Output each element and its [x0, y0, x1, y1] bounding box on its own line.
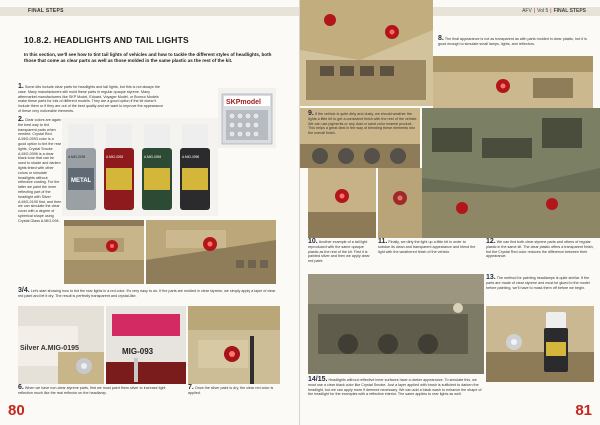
- paint-bottles-photo: [62, 118, 218, 216]
- intro-text: In this section, we'll see how to tint tail lights of vehicles and how to tackle the different styles of headlights, both those that come as clear parts as well as those molded in the same plastic as the rest of the kit.: [24, 52, 272, 64]
- page-number-right: 81: [575, 402, 592, 419]
- svg-text:A.MIG-0195: A.MIG-0195: [68, 155, 86, 159]
- step-1-caption: 1.Some kits include clear parts for headlights and tail lights, but this is not always the case. Many manufacturers still mold these parts in regular opaque styrene. Many aftermarket manufacturers like SKP Model, Eduard, Voyager Model, or Bronco Models make these parts for lots of different models. They are a good option if the kit doesn't include them or if they are out of the best quality and we want to improve the appearance of these very noticeable elements.: [18, 83, 164, 113]
- bottle-crystal-green: [142, 124, 172, 210]
- step-12-caption: 12.We can find both clear styrene parts and others of regular plastic in the same kit. The clear plastic offers a transparent finish, but the Crystal Red color reduces the difference between their appearance.: [486, 238, 594, 259]
- tail-light-photo-11: [378, 168, 422, 238]
- page-number-left: 80: [8, 402, 25, 419]
- step-7-caption: 7.Once the silver paint is dry, the clear red color is applied.: [188, 384, 274, 395]
- skp-package-photo: [218, 88, 276, 148]
- silver-paint-photo: [18, 306, 104, 384]
- tank-rear-photo-8: [300, 0, 433, 106]
- tail-light-photo-10: [308, 168, 376, 238]
- package-brand-text: SKPmodel: [226, 99, 262, 106]
- bottle-crystal-smoke: [180, 124, 210, 210]
- step-6-caption: 6.When we have non-clear styrene parts, first we must paint them silver to increase light reflection much like the real reflector on the headlamp.: [18, 384, 166, 395]
- headlight-bottle-photo: [486, 306, 594, 382]
- step-14-15-caption: 14/15.Headlights without reflective inner surfaces have a darker appearance. To simulate this, we must use a clear black color like Crystal Smoke. Just a layer applied with brush is sufficient to darken the headlight, but we can apply more if deemed necessary. We can add a black wash to enhance the shape of the headlight for the examples with a reflective interior. The same applies to rear lights as well.: [308, 376, 482, 397]
- step-13-caption: 13.The method for painting headlamps is quite similar. If the parts are made of clear styrene and must be glued to the model before painting, we'll have to mask them off before we begin.: [486, 274, 590, 290]
- step-9-caption: 9.If the vehicle is quite dirty and dusty, we should weather the lights a little bit to get a consistent finish with the rest of the vehicle. We can use pigments or any dust or sand color enamel product. This helps a great deal in the way of blending these elements into the overall finish.: [308, 110, 418, 136]
- bottle-crystal-red: [104, 124, 134, 210]
- tail-light-silver-photo: [188, 306, 280, 384]
- svg-text:A.MIG-0094: A.MIG-0094: [144, 155, 162, 159]
- tail-light-photo-4: [146, 220, 276, 284]
- red-jar-photo: [106, 306, 186, 384]
- svg-text:METAL: METAL: [71, 178, 92, 184]
- svg-text:Silver A.MIG-0195: Silver A.MIG-0195: [20, 345, 79, 352]
- tank-front-photo-13: [308, 274, 484, 374]
- tank-green-photo: [422, 108, 600, 238]
- step-3-4-caption: 3/4.Let's start showing how to tint the rear lights in a red color. It's very easy to do. If the parts are molded in clear styrene, we simply apply a layer of clear red paint and let it dry. The result is perfectly transparent and crystal-like.: [18, 287, 276, 298]
- tank-detail-photo-8b: [433, 56, 593, 108]
- svg-text:A.MIG-0093: A.MIG-0093: [106, 155, 124, 159]
- right-page: [300, 0, 600, 425]
- step-10-caption: 10.Another example of a tail light reproduced with the same opaque plastic as the rest of the kit. First it is painted silver and then we apply clear red paint.: [308, 238, 370, 264]
- tail-light-photo-3: [64, 220, 144, 284]
- svg-text:A.MIG-0096: A.MIG-0096: [182, 155, 200, 159]
- bottle-metal: [66, 124, 96, 210]
- step-2-caption: 2.Clear colors are again the best way to tint transparent parts when needed. Crystal Red A.MIG-0093 color is a good option to tint the rear lights, Crystal Smoke A.MIG-0096 is a clear black tone that can be used to shade and darken lights tinted with other colors or simulate headlights without reflective coating. For the latter we paint the inner reflecting part of the headlight with Silver A.MIG-0195 first, and then we can simulate the clear cover with a degree of spherical shape using Crystal Glass A.MIG-094.: [18, 116, 62, 223]
- header-right-label: AFV | Vol 5 | FINAL STEPS: [522, 8, 586, 14]
- svg-text:MIG-093: MIG-093: [122, 347, 154, 356]
- header-section-label: FINAL STEPS: [28, 8, 64, 14]
- step-8-caption: 8.The final appearance is not as transparent as with parts molded in clear plastic, but it is good enough to simulate small lamps, lights, and reflectors.: [438, 35, 587, 46]
- section-title: 10.8.2. HEADLIGHTS AND TAIL LIGHTS: [24, 35, 189, 45]
- step-11-caption: 11.Finally, we dirty the light up a little bit in order to subdue its clean and transparent appearance and blend the light with the weathered finish of the vehicle.: [378, 238, 476, 254]
